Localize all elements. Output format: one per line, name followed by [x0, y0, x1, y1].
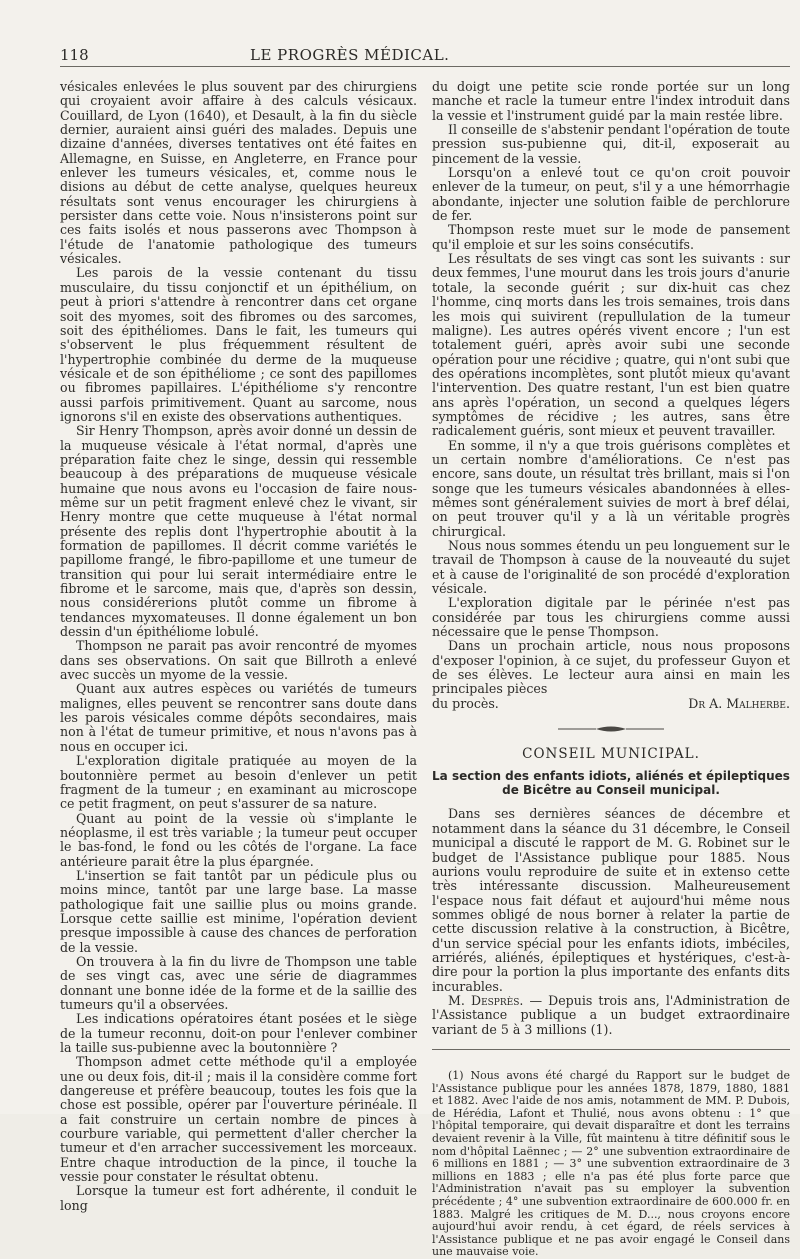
- paragraph: Thompson ne parait pas avoir rencontré de myomes dans ses observations. On sait que Billroth a enlevé avec succès un myome de la vessie.: [60, 638, 417, 683]
- paragraph: Quant au point de la vessie où s'implante le néoplasme, il est très variable ; la tumeur peut occuper le bas-fond, le fond ou les côtés de l'organe. La face antérieure parait être la plus épargnée.: [60, 810, 417, 869]
- speaker-name: M. Desprès.: [448, 992, 524, 1008]
- paragraph: L'insertion se fait tantôt par un pédicule plus ou moins mince, tantôt par une large base. La masse pathologique fait une saillie plus ou moins grande. Lorsque cette saillie est minime, l'opération devient presque impossible à cause des chances de perforation de la vessie.: [60, 867, 417, 955]
- footnote: [432, 1070, 790, 1259]
- paragraph: Lorsque la tumeur est fort adhérente, il conduit le long: [60, 1183, 417, 1213]
- paragraph: L'exploration digitale par le périnée n'est pas considérée par tous les chirurgiens comme aussi nécessaire que le pense Thompson.: [432, 595, 790, 640]
- paragraph: Thompson admet cette méthode qu'il a employée une ou deux fois, dit-il ; mais il la considère comme fort dangereuse et préfère beaucoup, toutes les fois que la chose est possible, opérer par l'ouverture périnéale. Il a fait construire un certain nombre de pinces à courbure variable, qui permettent d'aller chercher la tumeur et d'en arracher successivement les morceaux. Entre chaque introduction de la pince, il touche la vessie pour constater le résultat obtenu.: [60, 1054, 417, 1185]
- paragraph: Dans ses dernières séances de décembre et notamment dans la séance du 31 décembre, le Conseil municipal a discuté le rapport de M. G. Robinet sur le budget de l'Assistance publique pour 1885. Nous aurions voulu reproduire de suite et in extenso cette très intéressante discussion. Malheureusement l'espace nous fait défaut et aujourd'hui même nous sommes obligé de nous borner à relater la partie de cette discussion relative à la construction, à Bicêtre, d'un service spécial pour les enfants idiots, imbéciles, arriérés, aliénés, épileptiques et hystériques, c'est-à-dire pour la portion la plus importante des enfants dits incurables.: [432, 806, 790, 994]
- closing-line: du procès.: [432, 695, 499, 711]
- speaker-paragraph: [432, 994, 790, 1037]
- paragraph: Thompson reste muet sur le mode de pansement qu'il emploie et sur les soins consécutifs.: [432, 222, 790, 252]
- paragraph: vésicales enlevées le plus souvent par des chirurgiens qui croyaient avoir affaire à des calculs vésicaux. Couillard, de Lyon (1640), et Desault, à la fin du siècle dernier, auraient ainsi guéri des malades. Depuis une dizaine d'années, diverses tentatives ont été faites en Allemagne, en Suisse, en Angleterre, en France pour enlever les tumeurs vésicales, et, comme nous le disions au début de cette analyse, quelques heureux résultats sont venus encourager les chirurgiens à persister dans cette voie. Nous n'insisterons point sur ces faits isolés et nous passerons avec Thompson à l'étude de l'anatomie pathologique des tumeurs vésicales.: [60, 79, 417, 267]
- paragraph: Les parois de la vessie contenant du tissu musculaire, du tissu conjonctif et un épithélium, on peut à priori s'attendre à rencontrer dans cet organe soit des myomes, soit des fibromes ou des sarcomes, soit des épithéliomes. Dans le fait, les tumeurs qui s'observent le plus fréquemment résultent de l'hypertrophie combinée du derme de la muqueuse vésicale et de son épithéliome ; ce sont des papillomes ou fibromes papillaires. L'épithéliome s'y rencontre aussi parfois primitivement. Quant au sarcome, nous ignorons s'il en existe des observations authentiques.: [60, 265, 417, 424]
- paragraph: En somme, il n'y a que trois guérisons complètes et un certain nombre d'améliorations. Ce n'est pas encore, sans doute, un résultat très brillant, mais si l'on songe que les tumeurs vésicales abandonnées à elles-mêmes sont généralement suivies de mort à bref délai, on peut trouver qu'il y a là un véritable progrès chirurgical.: [432, 437, 790, 539]
- paragraph: Lorsqu'on a enlevé tout ce qu'on croit pouvoir enlever de la tumeur, on peut, s'il y a une hémorrhagie abondante, injecter une solution faible de perchlorure de fer.: [432, 165, 790, 224]
- page-header: [60, 44, 790, 67]
- page-number: 118: [60, 46, 89, 64]
- paragraph: Quant aux autres espèces ou variétés de tumeurs malignes, elles peuvent se rencontrer sans doute dans les parois vésicales comme dépôts secondaires, mais non à l'état de tumeur primitive, et nous n'avons pas à nous en occuper ici.: [60, 681, 417, 754]
- running-head: LE PROGRÈS MÉDICAL.: [250, 46, 450, 64]
- section-subtitle: [432, 769, 790, 797]
- paragraph: Dans un prochain article, nous nous proposons d'exposer l'opinion, à ce sujet, du professeur Guyon et de ses élèves. Le lecteur aura ainsi en main les principales pièces: [432, 638, 790, 697]
- paragraph: On trouvera à la fin du livre de Thompson une table de ses vingt cas, avec une série de diagrammes donnant une bonne idée de la forme et de la saillie des tumeurs qu'il a observées.: [60, 953, 417, 1012]
- paragraph: Nous nous sommes étendu un peu longuement sur le travail de Thompson à cause de la nouveauté du sujet et à cause de l'originalité de son procédé d'exploration vésicale.: [432, 538, 790, 597]
- subtitle-line: La section des enfants idiots, aliénés et épileptiques: [432, 769, 790, 784]
- ornament-divider: [556, 725, 666, 733]
- paragraph: L'exploration digitale pratiquée au moyen de la boutonnière permet au besoin d'enlever un petit fragment de la tumeur ; en examinant au microscope ce petit fragment, on peut s'assurer de sa nature.: [60, 753, 417, 812]
- left-column: [60, 80, 417, 1213]
- footnote-rule: [432, 1049, 790, 1050]
- author-signature: Dr A. Malherbe.: [688, 695, 790, 711]
- paragraph: Les résultats de ses vingt cas sont les suivants : sur deux femmes, l'une mourut dans les trois jours d'anurie totale, la seconde guérit ; sur dix-huit cas chez l'homme, cinq morts dans les trois semaines, trois dans les mois qui suivirent (repullulation de la tumeur maligne). Les autres opérés vivent encore ; l'un est totalement guéri, après avoir subi une seconde opération pour une récidive ; quatre, qui n'ont subi que des opérations incomplètes, sont plutôt mieux qu'avant l'intervention. Des quatre restant, l'un est bien quatre ans après l'opération, un second a quelques légers symptômes de récidive ; les autres, sans être radicalement guéris, sont mieux et peuvent travailler.: [432, 251, 790, 439]
- paragraph: Sir Henry Thompson, après avoir donné un dessin de la muqueuse vésicale à l'état normal, d'après une préparation faite chez le singe, dessin qui ressemble beaucoup à des préparations de muqueuse vésicale humaine que nous avons eu l'occasion de faire nous-même sur un petit fragment enlevé chez le vivant, sir Henry montre que cette muqueuse à l'état normal présente des replis dont l'hypertrophie aboutit à la formation de papillomes. Il décrit comme variétés le papillome frangé, le fibro-papillome et une tumeur de transition qui pour lui serait intermédiaire entre le fibrome et le sarcome, mais que, d'après son dessin, nous considérerions plutôt comme un fibrome à tendances myxomateuses. Il donne également un bon dessin d'un épithéliome lobulé.: [60, 423, 417, 640]
- speaker-text: — Depuis trois ans, l'Administration de l'Assistance publique a un budget extraordinaire variant de 5 à 3 millions (1).: [432, 992, 790, 1037]
- paragraph: Il conseille de s'abstenir pendant l'opération de toute pression sus-pubienne qui, dit-il, exposerait au pincement de la vessie.: [432, 122, 790, 166]
- paragraph: du doigt une petite scie ronde portée sur un long manche et racle la tumeur entre l'index introduit dans la vessie et l'instrument guidé par la main restée libre.: [432, 79, 790, 123]
- section-title: CONSEIL MUNICIPAL.: [522, 746, 700, 763]
- right-column: [432, 80, 790, 1259]
- paragraph: Les indications opératoires étant posées et le siège de la tumeur reconnu, doit-on pour l'enlever combiner la taille sus-pubienne avec la boutonnière ?: [60, 1011, 417, 1056]
- subtitle-line: de Bicêtre au Conseil municipal.: [502, 783, 720, 798]
- footnote-text: (1) Nous avons été chargé du Rapport sur le budget de l'Assistance publique pour les années 1878, 1879, 1880, 1881 et 1882. Avec l'aide de nos amis, notamment de MM. P. Dubois, de Hérédia, Lafont et Thulié, nous avons obtenu : 1° que l'hôpital temporaire, qui devait disparaître et dont les terrains devaient revenir à la Ville, fût maintenu à titre définitif sous le nom d'hôpital Laënnec ; — 2° une subvention extraordinaire de 6 millions en 1881 ; — 3° une subvention extraordinaire de 3 millions en 1883 ; elle n'a pas été plus forte parce que l'Administration n'avait pas su employer la subvention précédente ; 4° une subvention extraordinaire de 600.000 fr. en 1883. Malgré les critiques de M. D..., nous croyons encore aujourd'hui avoir rendu, à cet égard, de réels services à l'Assistance publique et ne pas avoir engagé le Conseil dans une mauvaise voie.: [432, 1068, 790, 1259]
- signature-row: [432, 697, 790, 711]
